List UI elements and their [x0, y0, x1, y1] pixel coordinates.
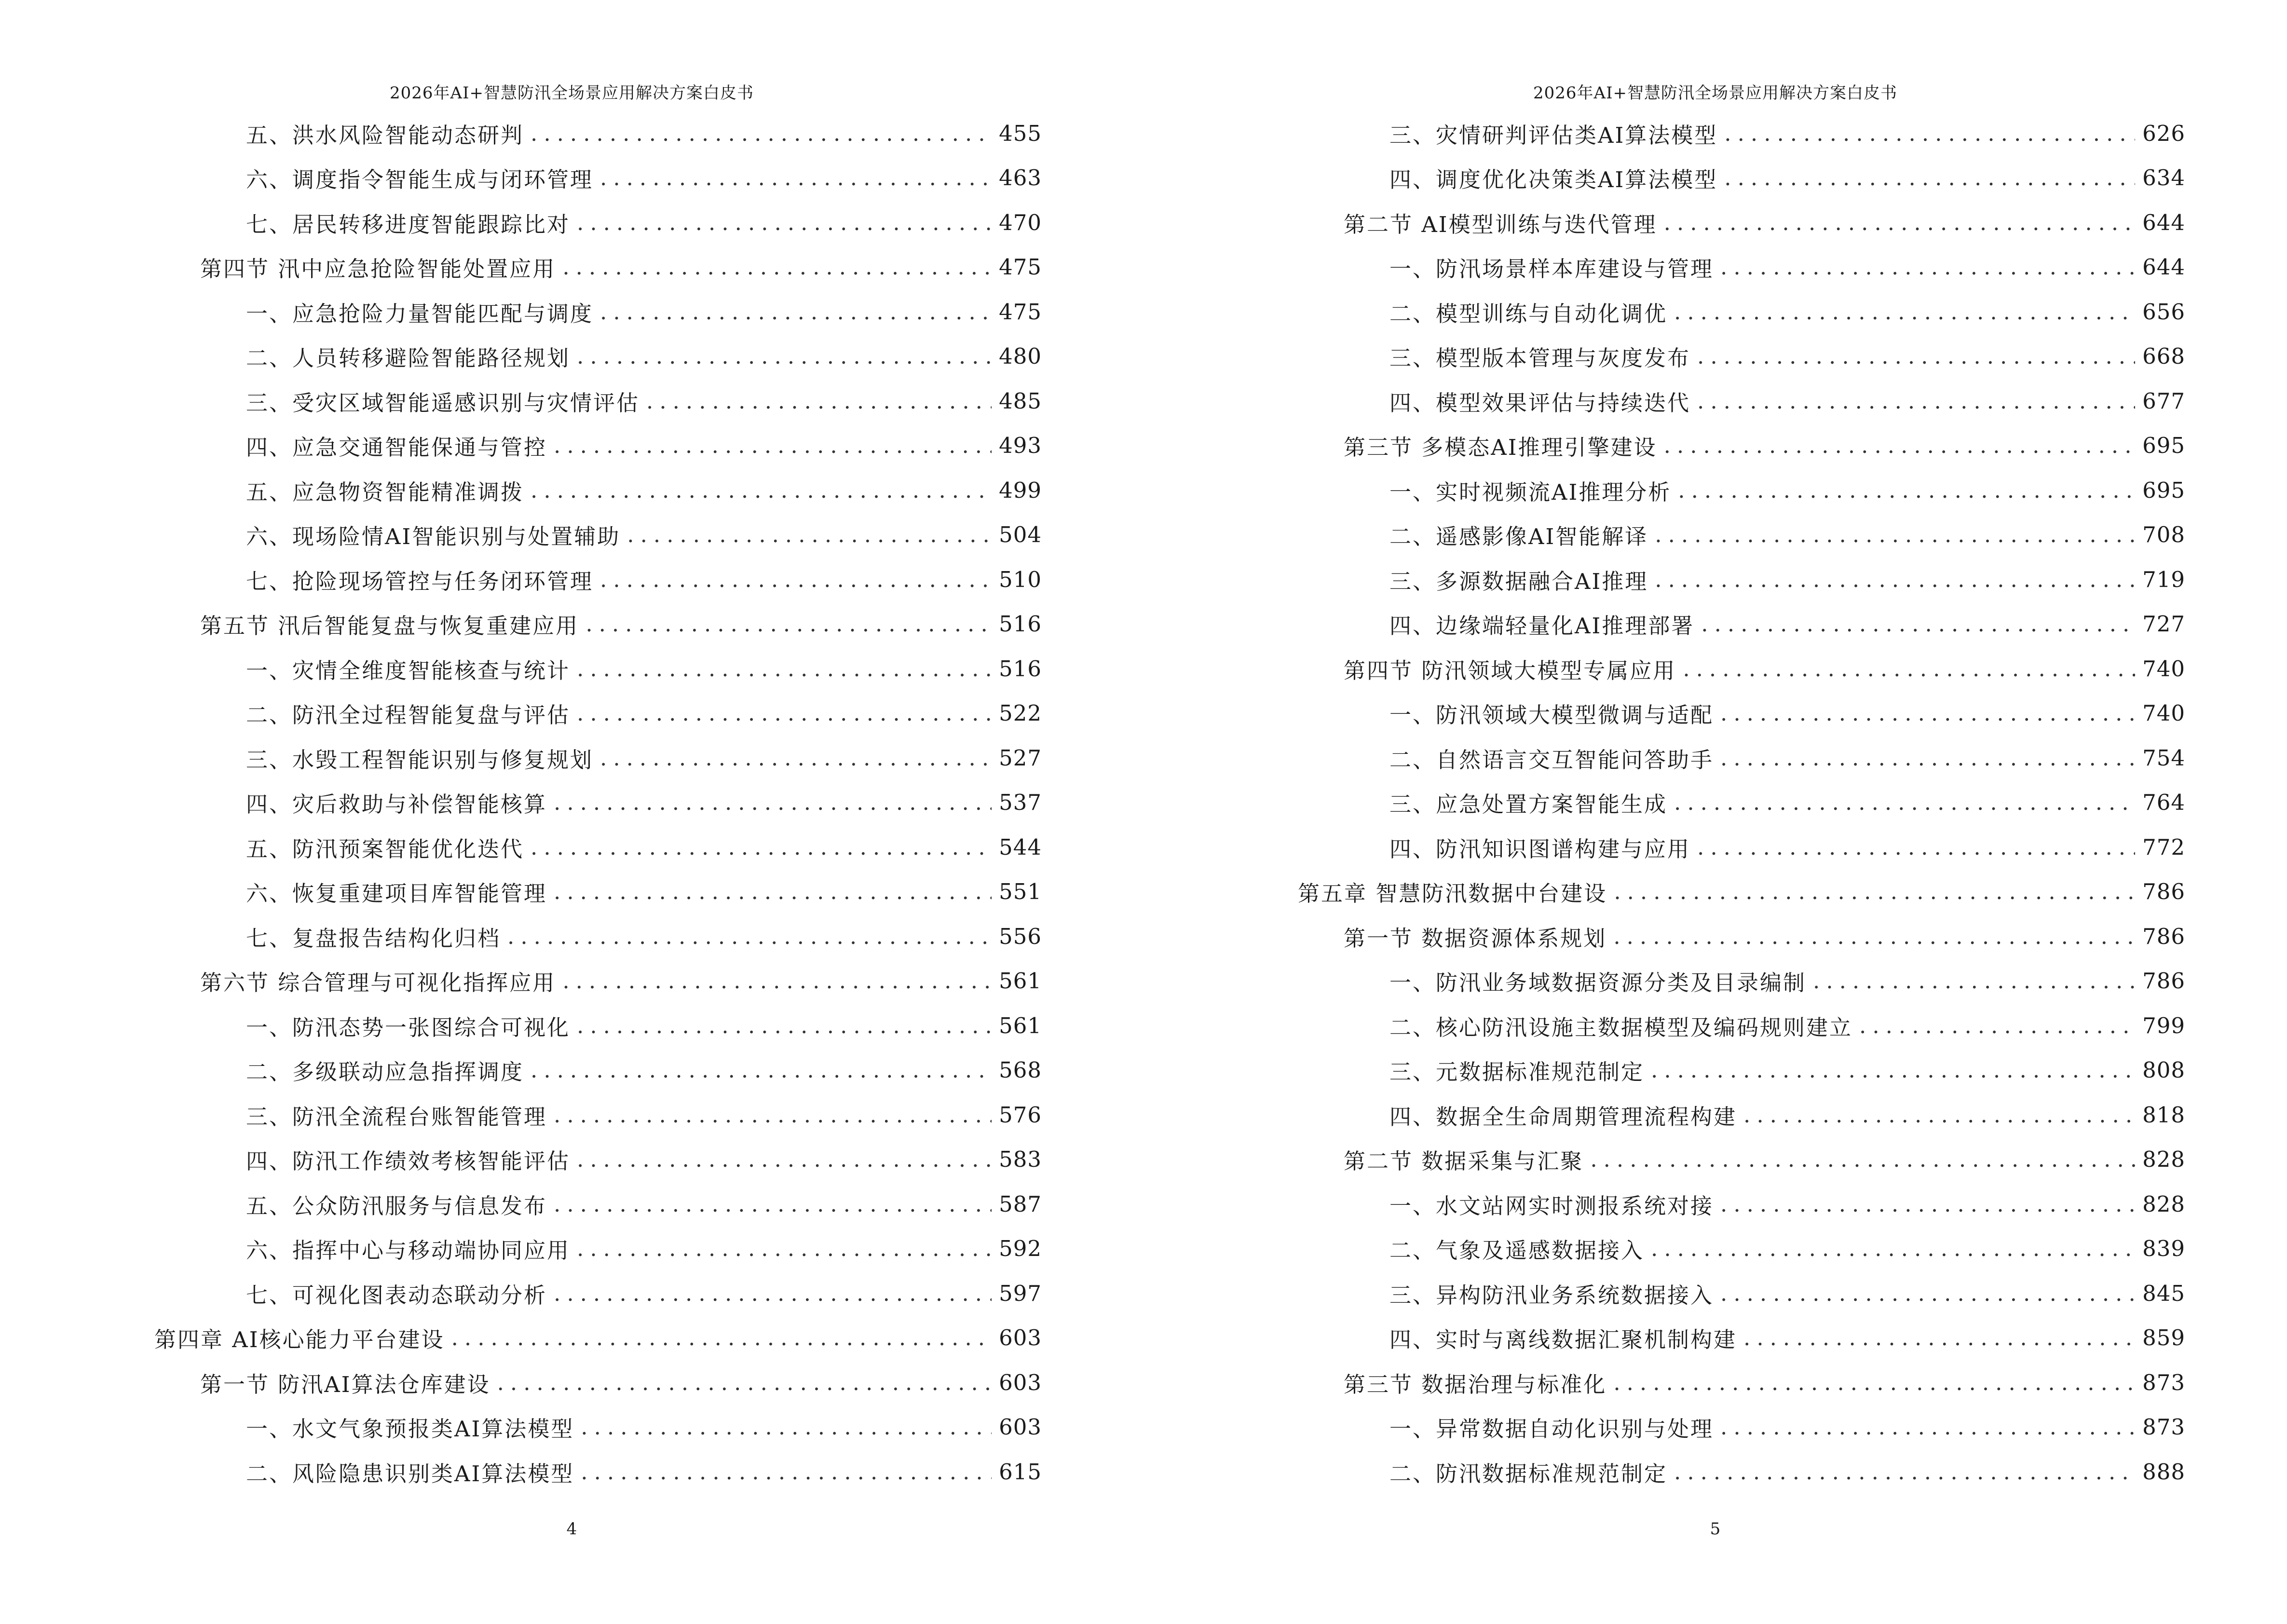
toc-entry-page: 475: [999, 254, 1042, 280]
toc-entry-page: 764: [2142, 790, 2185, 816]
toc-entry-title: 一、防汛场景样本库建设与管理: [1389, 256, 1714, 282]
toc-entry[interactable]: [154, 513, 1042, 558]
page-number: 5: [1710, 1519, 1721, 1539]
toc-entry-page: 859: [2142, 1325, 2185, 1351]
toc-entry[interactable]: [154, 1449, 1042, 1494]
toc-leader-dots: [1674, 1459, 2135, 1485]
toc-leader-dots: [1724, 121, 2135, 146]
toc-entry-page: 719: [2142, 566, 2185, 592]
toc-entry[interactable]: [1298, 1092, 2185, 1137]
toc-entry[interactable]: [154, 780, 1042, 825]
toc-leader-dots: [1859, 1013, 2135, 1038]
toc-leader-dots: [1655, 567, 2135, 592]
toc-list: [1298, 111, 2185, 1494]
toc-leader-dots: [554, 433, 992, 458]
page-header: 2026年AI+智慧防汛全场景应用解决方案白皮书: [1533, 83, 1897, 103]
toc-entry-page: 615: [999, 1459, 1042, 1485]
toc-leader-dots: [1674, 299, 2135, 325]
toc-leader-dots: [600, 745, 992, 771]
toc-entry-title: 三、异构防汛业务系统数据接入: [1389, 1282, 1714, 1308]
toc-entry-title: 五、防汛预案智能优化迭代: [246, 836, 524, 862]
toc-entry-title: 七、复盘报告结构化归档: [246, 925, 501, 951]
page-header: 2026年AI+智慧防汛全场景应用解决方案白皮书: [390, 83, 754, 103]
toc-entry[interactable]: [1298, 1449, 2185, 1494]
toc-entry-title: 七、可视化图表动态联动分析: [246, 1282, 547, 1308]
toc-entry-title: 一、异常数据自动化识别与处理: [1389, 1416, 1714, 1442]
toc-entry-page: 740: [2142, 700, 2185, 726]
toc-entry-title: 第五节 汛后智能复盘与恢复重建应用: [200, 613, 579, 639]
toc-leader-dots: [562, 254, 992, 280]
toc-leader-dots: [1664, 210, 2135, 235]
toc-entry-page: 634: [2142, 165, 2185, 191]
toc-entry[interactable]: [1298, 959, 2185, 1004]
toc-entry[interactable]: [154, 557, 1042, 602]
toc-entry-title: 二、防汛数据标准规范制定: [1389, 1460, 1668, 1487]
toc-entry[interactable]: [154, 959, 1042, 1004]
toc-leader-dots: [1613, 1370, 2135, 1395]
toc-entry-title: 第四章 AI核心能力平台建设: [154, 1327, 445, 1353]
toc-entry-page: 551: [999, 879, 1042, 905]
toc-entry-title: 第六节 综合管理与可视化指挥应用: [200, 970, 556, 996]
toc-entry[interactable]: [154, 1182, 1042, 1227]
toc-entry[interactable]: [1298, 200, 2185, 245]
toc-leader-dots: [577, 656, 992, 682]
toc-entry[interactable]: [1298, 289, 2185, 334]
toc-entry-page: 480: [999, 343, 1042, 369]
toc-entry[interactable]: [154, 1271, 1042, 1316]
toc-entry-title: 一、防汛态势一张图综合可视化: [246, 1014, 571, 1040]
toc-entry-page: 799: [2142, 1012, 2185, 1038]
toc-entry-title: 二、人员转移避险智能路径规划: [246, 345, 571, 371]
toc-entry[interactable]: [154, 245, 1042, 290]
toc-entry-title: 六、恢复重建项目库智能管理: [246, 881, 547, 907]
toc-entry-title: 四、灾后救助与补偿智能核算: [246, 792, 547, 818]
toc-entry[interactable]: [1298, 914, 2185, 959]
toc-leader-dots: [646, 388, 992, 414]
toc-leader-dots: [1678, 478, 2135, 503]
toc-entry-page: 455: [999, 120, 1042, 146]
toc-entry[interactable]: [154, 423, 1042, 468]
toc-entry-page: 873: [2142, 1414, 2185, 1440]
toc-entry[interactable]: [1298, 156, 2185, 201]
toc-leader-dots: [1743, 1102, 2135, 1128]
toc-leader-dots: [1614, 879, 2135, 904]
toc-entry-title: 第二节 AI模型训练与迭代管理: [1344, 211, 1657, 237]
toc-entry-page: 592: [999, 1236, 1042, 1262]
toc-entry[interactable]: [1298, 379, 2185, 423]
toc-entry[interactable]: [1298, 423, 2185, 468]
toc-entry-title: 三、应急处置方案智能生成: [1389, 792, 1668, 818]
toc-entry-title: 六、现场险情AI智能识别与处置辅助: [246, 524, 621, 550]
toc-entry-title: 四、实时与离线数据汇聚机制构建: [1389, 1327, 1737, 1353]
toc-entry[interactable]: [154, 1137, 1042, 1182]
toc-leader-dots: [1683, 656, 2135, 682]
toc-entry-page: 587: [999, 1191, 1042, 1217]
toc-entry-title: 三、水毁工程智能识别与修复规划: [246, 747, 594, 773]
toc-entry[interactable]: [154, 1227, 1042, 1271]
toc-entry-page: 556: [999, 923, 1042, 949]
toc-list: [154, 111, 1042, 1494]
toc-leader-dots: [451, 1325, 992, 1351]
toc-entry-page: 504: [999, 522, 1042, 548]
toc-entry[interactable]: [1298, 468, 2185, 513]
toc-entry-page: 873: [2142, 1369, 2185, 1395]
toc-entry-title: 一、水文气象预报类AI算法模型: [246, 1416, 574, 1442]
toc-entry-title: 三、防汛全流程台账智能管理: [246, 1104, 547, 1130]
toc-entry-title: 二、核心防汛设施主数据模型及编码规则建立: [1389, 1014, 1853, 1040]
toc-entry-title: 四、模型效果评估与持续迭代: [1389, 390, 1691, 416]
toc-entry-page: 740: [2142, 655, 2185, 682]
toc-entry-title: 一、应急抢险力量智能匹配与调度: [246, 300, 594, 327]
toc-entry[interactable]: [154, 1405, 1042, 1450]
toc-entry-title: 七、居民转移进度智能跟踪比对: [246, 211, 571, 237]
toc-entry[interactable]: [154, 602, 1042, 647]
toc-entry-page: 727: [2142, 611, 2185, 637]
toc-entry-title: 第一节 防汛AI算法仓库建设: [200, 1371, 490, 1397]
toc-entry-title: 二、防汛全过程智能复盘与评估: [246, 702, 571, 728]
toc-leader-dots: [577, 1013, 992, 1038]
toc-entry[interactable]: [1298, 1360, 2185, 1405]
toc-entry-title: 四、边缘端轻量化AI推理部署: [1389, 613, 1695, 639]
toc-entry-title: 第三节 多模态AI推理引擎建设: [1344, 435, 1657, 461]
toc-leader-dots: [1655, 522, 2135, 547]
toc-entry-page: 485: [999, 388, 1042, 414]
toc-entry-page: 537: [999, 790, 1042, 816]
toc-entry-page: 568: [999, 1057, 1042, 1083]
toc-entry-page: 786: [2142, 923, 2185, 949]
toc-entry[interactable]: [154, 289, 1042, 334]
toc-entry-page: 828: [2142, 1146, 2185, 1173]
toc-entry-page: 845: [2142, 1280, 2185, 1306]
toc-entry[interactable]: [1298, 1003, 2185, 1048]
toc-entry-page: 695: [2142, 477, 2185, 503]
toc-leader-dots: [1697, 343, 2135, 369]
toc-entry-page: 668: [2142, 343, 2185, 369]
toc-entry-page: 603: [999, 1414, 1042, 1440]
toc-leader-dots: [507, 924, 992, 949]
toc-entry-title: 二、模型训练与自动化调优: [1389, 300, 1668, 327]
toc-entry-title: 五、公众防汛服务与信息发布: [246, 1193, 547, 1219]
toc-leader-dots: [600, 299, 992, 325]
toc-entry-page: 626: [2142, 120, 2185, 146]
toc-leader-dots: [1813, 968, 2135, 994]
toc-entry[interactable]: [1298, 513, 2185, 558]
toc-entry[interactable]: [1298, 1227, 2185, 1271]
toc-leader-dots: [1720, 1414, 2135, 1440]
toc-entry[interactable]: [1298, 111, 2185, 156]
toc-entry-page: 475: [999, 299, 1042, 325]
toc-entry-title: 一、水文站网实时测报系统对接: [1389, 1193, 1714, 1219]
toc-entry[interactable]: [154, 1048, 1042, 1093]
toc-entry[interactable]: [154, 1003, 1042, 1048]
toc-entry-title: 三、模型版本管理与灰度发布: [1389, 345, 1691, 371]
toc-entry-title: 六、指挥中心与移动端协同应用: [246, 1238, 571, 1264]
toc-leader-dots: [577, 1146, 992, 1172]
toc-entry-title: 五、洪水风险智能动态研判: [246, 122, 524, 148]
toc-entry-page: 644: [2142, 254, 2185, 280]
toc-entry[interactable]: [154, 156, 1042, 201]
toc-entry[interactable]: [1298, 646, 2185, 691]
toc-entry[interactable]: [1298, 1271, 2185, 1316]
toc-leader-dots: [581, 1459, 992, 1485]
toc-entry-title: 二、多级联动应急指挥调度: [246, 1059, 524, 1085]
toc-leader-dots: [581, 1414, 992, 1440]
toc-leader-dots: [1697, 388, 2135, 414]
toc-leader-dots: [531, 478, 992, 503]
toc-entry[interactable]: [154, 914, 1042, 959]
toc-entry-page: 561: [999, 968, 1042, 994]
toc-entry[interactable]: [154, 468, 1042, 513]
toc-entry-title: 三、受灾区域智能遥感识别与灾情评估: [246, 390, 640, 416]
toc-entry[interactable]: [154, 825, 1042, 870]
toc-entry-title: 第五章 智慧防汛数据中台建设: [1298, 881, 1607, 907]
toc-entry-title: 二、风险隐患识别类AI算法模型: [246, 1460, 574, 1487]
toc-entry[interactable]: [1298, 557, 2185, 602]
toc-leader-dots: [531, 121, 992, 146]
toc-entry-title: 二、自然语言交互智能问答助手: [1389, 747, 1714, 773]
toc-entry-title: 四、应急交通智能保通与管控: [246, 435, 547, 461]
toc-entry-title: 第二节 数据采集与汇聚: [1344, 1148, 1584, 1174]
toc-entry[interactable]: [1298, 1405, 2185, 1450]
toc-entry-page: 499: [999, 477, 1042, 503]
toc-leader-dots: [554, 1281, 992, 1306]
toc-entry-page: 493: [999, 433, 1042, 459]
toc-entry-title: 一、实时视频流AI推理分析: [1389, 479, 1672, 505]
toc-leader-dots: [577, 210, 992, 235]
toc-entry-page: 644: [2142, 209, 2185, 235]
toc-entry-title: 一、防汛业务域数据资源分类及目录编制: [1389, 970, 1807, 996]
toc-entry-title: 三、元数据标准规范制定: [1389, 1059, 1645, 1085]
toc-entry-page: 754: [2142, 745, 2185, 771]
toc-entry[interactable]: [1298, 1137, 2185, 1182]
toc-entry-title: 三、多源数据融合AI推理: [1389, 568, 1648, 594]
toc-entry-page: 597: [999, 1280, 1042, 1306]
toc-leader-dots: [1590, 1146, 2135, 1172]
toc-entry-page: 677: [2142, 388, 2185, 414]
toc-leader-dots: [1664, 433, 2135, 458]
toc-entry-page: 516: [999, 611, 1042, 637]
toc-entry-page: 544: [999, 834, 1042, 860]
toc-leader-dots: [554, 790, 992, 815]
toc-entry-page: 470: [999, 209, 1042, 235]
toc-entry-page: 786: [2142, 968, 2185, 994]
toc-leader-dots: [1720, 1281, 2135, 1306]
toc-entry-title: 四、调度优化决策类AI算法模型: [1389, 167, 1718, 193]
toc-entry-page: 656: [2142, 299, 2185, 325]
toc-entry[interactable]: [154, 691, 1042, 736]
toc-leader-dots: [577, 700, 992, 726]
toc-entry-title: 第三节 数据治理与标准化: [1344, 1371, 1607, 1397]
toc-leader-dots: [585, 611, 992, 637]
toc-entry[interactable]: [1298, 691, 2185, 736]
toc-leader-dots: [577, 343, 992, 369]
right-page: [1144, 0, 2287, 1624]
toc-leader-dots: [1651, 1236, 2135, 1261]
toc-entry-title: 一、防汛领域大模型微调与适配: [1389, 702, 1714, 728]
toc-entry-title: 第四节 汛中应急抢险智能处置应用: [200, 256, 556, 282]
toc-entry-page: 818: [2142, 1102, 2185, 1128]
toc-entry[interactable]: [1298, 736, 2185, 780]
toc-entry-page: 786: [2142, 879, 2185, 905]
toc-entry-page: 603: [999, 1369, 1042, 1395]
toc-entry-title: 六、调度指令智能生成与闭环管理: [246, 167, 594, 193]
toc-entry-page: 828: [2142, 1191, 2185, 1217]
toc-entry-page: 583: [999, 1146, 1042, 1173]
toc-entry-title: 一、灾情全维度智能核查与统计: [246, 657, 571, 683]
toc-leader-dots: [1720, 745, 2135, 771]
toc-leader-dots: [554, 879, 992, 904]
toc-leader-dots: [1651, 1057, 2135, 1083]
toc-entry-page: 463: [999, 165, 1042, 191]
toc-entry-title: 二、气象及遥感数据接入: [1389, 1238, 1645, 1264]
toc-entry[interactable]: [1298, 602, 2185, 647]
toc-leader-dots: [1613, 924, 2135, 949]
toc-entry-page: 522: [999, 700, 1042, 726]
toc-entry[interactable]: [1298, 1182, 2185, 1227]
toc-leader-dots: [1701, 611, 2135, 637]
toc-entry-page: 516: [999, 655, 1042, 682]
toc-entry-page: 772: [2142, 834, 2185, 860]
toc-entry[interactable]: [154, 870, 1042, 914]
toc-entry-page: 603: [999, 1325, 1042, 1351]
toc-entry[interactable]: [154, 379, 1042, 423]
toc-entry[interactable]: [154, 1092, 1042, 1137]
toc-leader-dots: [627, 522, 992, 547]
toc-entry-title: 三、灾情研判评估类AI算法模型: [1389, 122, 1718, 148]
toc-leader-dots: [562, 968, 992, 994]
toc-leader-dots: [600, 567, 992, 592]
toc-leader-dots: [497, 1370, 992, 1395]
toc-leader-dots: [1697, 834, 2135, 860]
toc-entry[interactable]: [154, 200, 1042, 245]
toc-leader-dots: [1720, 254, 2135, 280]
toc-leader-dots: [600, 165, 992, 191]
toc-entry[interactable]: [1298, 825, 2185, 870]
toc-entry-page: 708: [2142, 522, 2185, 548]
toc-entry-page: 527: [999, 745, 1042, 771]
toc-leader-dots: [1720, 1191, 2135, 1217]
toc-entry-title: 五、应急物资智能精准调拨: [246, 479, 524, 505]
toc-entry[interactable]: [154, 1360, 1042, 1405]
toc-entry[interactable]: [154, 334, 1042, 379]
toc-entry-title: 七、抢险现场管控与任务闭环管理: [246, 568, 594, 594]
page-number: 4: [566, 1519, 577, 1539]
toc-entry[interactable]: [1298, 1048, 2185, 1093]
toc-entry-page: 576: [999, 1102, 1042, 1128]
toc-entry[interactable]: [154, 736, 1042, 780]
toc-leader-dots: [554, 1102, 992, 1128]
toc-leader-dots: [1743, 1325, 2135, 1351]
toc-leader-dots: [531, 1057, 992, 1083]
toc-leader-dots: [554, 1191, 992, 1217]
toc-entry-page: 510: [999, 566, 1042, 592]
toc-entry-page: 839: [2142, 1236, 2185, 1262]
toc-entry[interactable]: [154, 1316, 1042, 1361]
toc-leader-dots: [1674, 790, 2135, 815]
toc-entry[interactable]: [154, 646, 1042, 691]
toc-entry[interactable]: [1298, 870, 2185, 914]
toc-entry[interactable]: [1298, 1316, 2185, 1361]
toc-entry-title: 第四节 防汛领域大模型专属应用: [1344, 657, 1676, 683]
toc-leader-dots: [531, 834, 992, 860]
toc-entry-page: 695: [2142, 433, 2185, 459]
toc-entry-page: 561: [999, 1012, 1042, 1038]
toc-leader-dots: [1724, 165, 2135, 191]
toc-entry[interactable]: [1298, 780, 2185, 825]
toc-entry[interactable]: [154, 111, 1042, 156]
toc-entry-title: 第一节 数据资源体系规划: [1344, 925, 1607, 951]
toc-entry-page: 888: [2142, 1459, 2185, 1485]
toc-entry-title: 四、数据全生命周期管理流程构建: [1389, 1104, 1737, 1130]
toc-entry[interactable]: [1298, 334, 2185, 379]
toc-entry[interactable]: [1298, 245, 2185, 290]
toc-entry-title: 四、防汛工作绩效考核智能评估: [246, 1148, 571, 1174]
toc-leader-dots: [1720, 700, 2135, 726]
toc-entry-title: 二、遥感影像AI智能解译: [1389, 524, 1648, 550]
toc-leader-dots: [577, 1236, 992, 1261]
toc-entry-page: 808: [2142, 1057, 2185, 1083]
toc-entry-title: 四、防汛知识图谱构建与应用: [1389, 836, 1691, 862]
